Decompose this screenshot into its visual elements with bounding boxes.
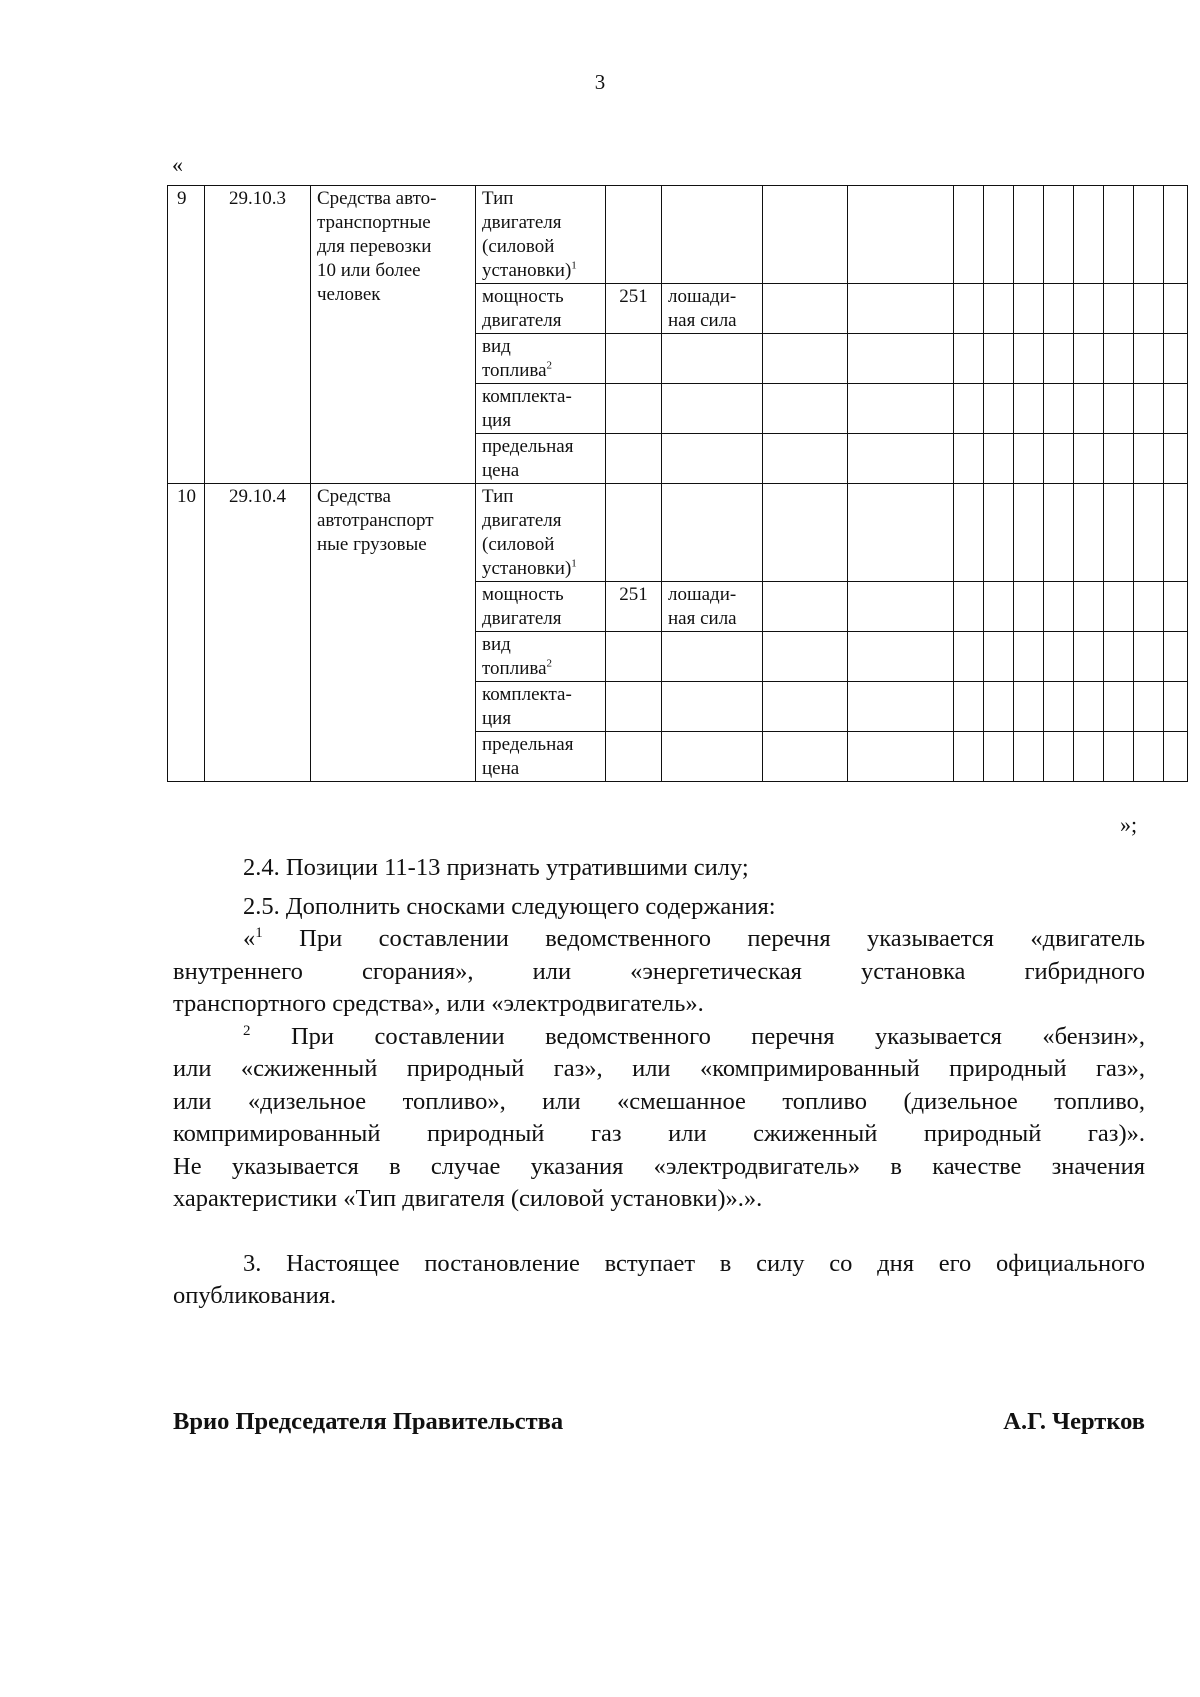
empty-cell [984, 284, 1014, 334]
empty-cell [1134, 186, 1164, 284]
empty-cell [1134, 582, 1164, 632]
empty-cell [1014, 284, 1044, 334]
characteristic-line: топлива [482, 658, 547, 679]
footnote-reference: 2 [546, 359, 553, 372]
empty-cell [954, 582, 984, 632]
characteristic-value [606, 682, 662, 732]
empty-cell [1014, 632, 1044, 682]
empty-cell [1014, 484, 1044, 582]
empty-cell [848, 186, 954, 284]
okpd-code: 29.10.4 [205, 484, 311, 782]
characteristic-unit [662, 632, 763, 682]
row-number: 9 [168, 186, 205, 484]
paragraph-2-4: 2.4. Позиции 11-13 признать утратившими силу; [243, 854, 749, 881]
empty-cell [984, 632, 1014, 682]
characteristic-value [606, 334, 662, 384]
empty-cell [954, 434, 984, 484]
empty-cell [1104, 384, 1134, 434]
empty-cell [1104, 632, 1134, 682]
characteristic-line: ция [482, 708, 512, 729]
characteristic-line: Тип [482, 188, 514, 209]
empty-cell [954, 732, 984, 782]
characteristic-value [606, 434, 662, 484]
empty-cell [1044, 582, 1074, 632]
empty-cell [1134, 682, 1164, 732]
item-name-line: Средства [317, 486, 391, 507]
characteristic-line: мощность [482, 286, 564, 307]
paragraph-3-line-1: 3. Настоящее постановление вступает в силу со дня его официального [243, 1249, 1145, 1277]
empty-cell [1074, 384, 1104, 434]
footnote-2-line-4: компримированный природный газ или сжиженный природный газ)». [173, 1120, 1145, 1147]
empty-cell [1074, 682, 1104, 732]
paragraph-3-line-2: опубликования. [173, 1282, 337, 1309]
characteristic-line: установки) [482, 260, 572, 281]
empty-cell [1074, 484, 1104, 582]
empty-cell [1104, 732, 1134, 782]
characteristic-name [476, 732, 606, 782]
characteristic-line: двигателя [482, 608, 562, 629]
empty-cell [1014, 186, 1044, 284]
characteristic-line: мощность [482, 584, 564, 605]
characteristic-unit [662, 682, 763, 732]
footnote-1-line-2: внутреннего сгорания», или «энергетическая установка гибридного [173, 957, 1145, 985]
empty-cell [1044, 384, 1074, 434]
empty-cell [1044, 186, 1074, 284]
characteristic-value [606, 632, 662, 682]
empty-cell [848, 582, 954, 632]
empty-cell [1074, 284, 1104, 334]
characteristic-line: цена [482, 758, 520, 779]
item-name [311, 484, 476, 782]
characteristic-line: предельная [482, 734, 574, 755]
empty-cell [1104, 186, 1134, 284]
empty-cell [848, 434, 954, 484]
characteristic-line: установки) [482, 558, 572, 579]
characteristic-line: Тип [482, 486, 514, 507]
empty-cell [848, 682, 954, 732]
characteristic-name [476, 334, 606, 384]
empty-cell [954, 384, 984, 434]
characteristic-name [476, 682, 606, 732]
empty-cell [984, 434, 1014, 484]
empty-cell [1134, 384, 1164, 434]
characteristic-unit [662, 284, 763, 334]
footnote-2-text-1: При составлении ведомственного перечня указывается «бензин», [290, 1022, 1145, 1050]
page-number: 3 [594, 70, 606, 94]
empty-cell [1164, 632, 1188, 682]
empty-cell [763, 632, 848, 682]
empty-cell [984, 334, 1014, 384]
unit-line: лошади- [668, 286, 737, 307]
specification-table [167, 185, 1188, 782]
characteristic-unit [662, 582, 763, 632]
footnote-1-mark: 1 [255, 924, 263, 941]
characteristic-line: комплекта- [482, 684, 572, 705]
empty-cell [1164, 284, 1188, 334]
empty-cell [1164, 582, 1188, 632]
empty-cell [1074, 632, 1104, 682]
empty-cell [984, 682, 1014, 732]
characteristic-line: (силовой [482, 236, 555, 257]
characteristic-unit [662, 334, 763, 384]
empty-cell [1044, 632, 1074, 682]
empty-cell [954, 334, 984, 384]
signatory-title: Врио Председателя Правительства [173, 1408, 564, 1435]
footnote-2-line-6: характеристики «Тип двигателя (силовой установки)».». [173, 1185, 763, 1212]
footnote-2-mark: 2 [243, 1022, 251, 1039]
table-close-quote: »; [1120, 812, 1138, 837]
document-body [173, 852, 1145, 1313]
characteristic-unit [662, 186, 763, 284]
empty-cell [848, 384, 954, 434]
empty-cell [984, 186, 1014, 284]
footnote-reference: 1 [571, 259, 577, 272]
characteristic-name [476, 186, 606, 284]
empty-cell [1074, 334, 1104, 384]
footnote-2-line-5: Не указывается в случае указания «электродвигатель» в качестве значения [173, 1152, 1145, 1180]
characteristic-name [476, 284, 606, 334]
characteristic-unit [662, 484, 763, 582]
characteristic-line: двигателя [482, 212, 562, 233]
table-row [168, 484, 1188, 582]
empty-cell [1104, 484, 1134, 582]
empty-cell [1164, 682, 1188, 732]
item-name-line: человек [317, 284, 381, 305]
unit-line: ная сила [668, 608, 737, 629]
empty-cell [1014, 582, 1044, 632]
empty-cell [1014, 334, 1044, 384]
characteristic-name [476, 384, 606, 434]
characteristic-line: двигателя [482, 510, 562, 531]
row-number: 10 [168, 484, 205, 782]
empty-cell [1164, 484, 1188, 582]
empty-cell [848, 334, 954, 384]
characteristic-name [476, 484, 606, 582]
characteristic-value [606, 384, 662, 434]
empty-cell [1104, 434, 1134, 484]
empty-cell [763, 682, 848, 732]
empty-cell [954, 632, 984, 682]
empty-cell [1134, 484, 1164, 582]
unit-line: лошади- [668, 584, 737, 605]
table-open-quote: « [172, 152, 183, 177]
characteristic-unit [662, 732, 763, 782]
empty-cell [1044, 434, 1074, 484]
characteristic-line: (силовой [482, 534, 555, 555]
empty-cell [1164, 186, 1188, 284]
empty-cell [984, 384, 1014, 434]
empty-cell [1044, 732, 1074, 782]
characteristic-unit [662, 384, 763, 434]
empty-cell [763, 582, 848, 632]
empty-cell [1044, 284, 1074, 334]
item-name [311, 186, 476, 484]
empty-cell [848, 484, 954, 582]
footnote-2-line-3: или «дизельное топливо», или «смешанное топливо (дизельное топливо, [173, 1087, 1145, 1115]
empty-cell [848, 732, 954, 782]
characteristic-line: вид [482, 634, 511, 655]
empty-cell [1134, 732, 1164, 782]
characteristic-name [476, 434, 606, 484]
empty-cell [1164, 384, 1188, 434]
empty-cell [848, 632, 954, 682]
empty-cell [1044, 682, 1074, 732]
characteristic-line: ция [482, 410, 512, 431]
empty-cell [1164, 334, 1188, 384]
characteristic-value: 251 [606, 284, 662, 334]
characteristic-value: 251 [606, 582, 662, 632]
empty-cell [1134, 284, 1164, 334]
empty-cell [763, 284, 848, 334]
empty-cell [1014, 434, 1044, 484]
characteristic-line: предельная [482, 436, 574, 457]
empty-cell [763, 384, 848, 434]
empty-cell [1164, 732, 1188, 782]
empty-cell [763, 334, 848, 384]
characteristic-line: топлива [482, 360, 547, 381]
empty-cell [1044, 334, 1074, 384]
empty-cell [1074, 186, 1104, 284]
characteristic-unit [662, 434, 763, 484]
empty-cell [1074, 582, 1104, 632]
table-row [168, 186, 1188, 284]
footnote-1-text-1: При составлении ведомственного перечня указывается «двигатель [299, 925, 1146, 952]
empty-cell [763, 732, 848, 782]
characteristic-name [476, 632, 606, 682]
empty-cell [1014, 682, 1044, 732]
characteristic-value [606, 732, 662, 782]
item-name-line: 10 или более [317, 260, 421, 281]
footnote-1-quote: « [243, 925, 256, 952]
empty-cell [1044, 484, 1074, 582]
empty-cell [1014, 384, 1044, 434]
okpd-code: 29.10.3 [205, 186, 311, 484]
empty-cell [954, 186, 984, 284]
empty-cell [1134, 334, 1164, 384]
characteristic-line: вид [482, 336, 511, 357]
empty-cell [1134, 434, 1164, 484]
footnote-reference: 2 [546, 657, 553, 670]
empty-cell [848, 284, 954, 334]
empty-cell [1074, 434, 1104, 484]
characteristic-line: комплекта- [482, 386, 572, 407]
empty-cell [1104, 682, 1134, 732]
footnote-reference: 1 [571, 557, 577, 570]
footnote-1-line-3: транспортного средства», или «электродвигатель». [173, 990, 704, 1017]
empty-cell [1104, 582, 1134, 632]
empty-cell [763, 484, 848, 582]
item-name-line: автотранспорт [317, 510, 434, 531]
item-name-line: Средства авто- [317, 188, 437, 209]
empty-cell [984, 732, 1014, 782]
empty-cell [1074, 732, 1104, 782]
empty-cell [1014, 732, 1044, 782]
item-name-line: для перевозки [317, 236, 432, 257]
empty-cell [954, 682, 984, 732]
empty-cell [954, 484, 984, 582]
empty-cell [763, 186, 848, 284]
empty-cell [984, 484, 1014, 582]
empty-cell [1164, 434, 1188, 484]
footnote-2-line-2: или «сжиженный природный газ», или «компримированный природный газ», [173, 1055, 1145, 1082]
item-name-line: транспортные [317, 212, 431, 233]
characteristic-value [606, 186, 662, 284]
empty-cell [763, 434, 848, 484]
unit-line: ная сила [668, 310, 737, 331]
footnote-2-line-1 [173, 1021, 1145, 1054]
characteristic-name [476, 582, 606, 632]
empty-cell [1134, 632, 1164, 682]
empty-cell [984, 582, 1014, 632]
item-name-line: ные грузовые [317, 534, 427, 555]
signatory-name: А.Г. Чертков [1003, 1408, 1145, 1435]
empty-cell [1104, 334, 1134, 384]
paragraph-2-5: 2.5. Дополнить сносками следующего содержания: [243, 892, 776, 920]
footnote-1-line-1 [173, 923, 1145, 956]
empty-cell [1104, 284, 1134, 334]
empty-cell [954, 284, 984, 334]
characteristic-value [606, 484, 662, 582]
characteristic-line: цена [482, 460, 520, 481]
characteristic-line: двигателя [482, 310, 562, 331]
